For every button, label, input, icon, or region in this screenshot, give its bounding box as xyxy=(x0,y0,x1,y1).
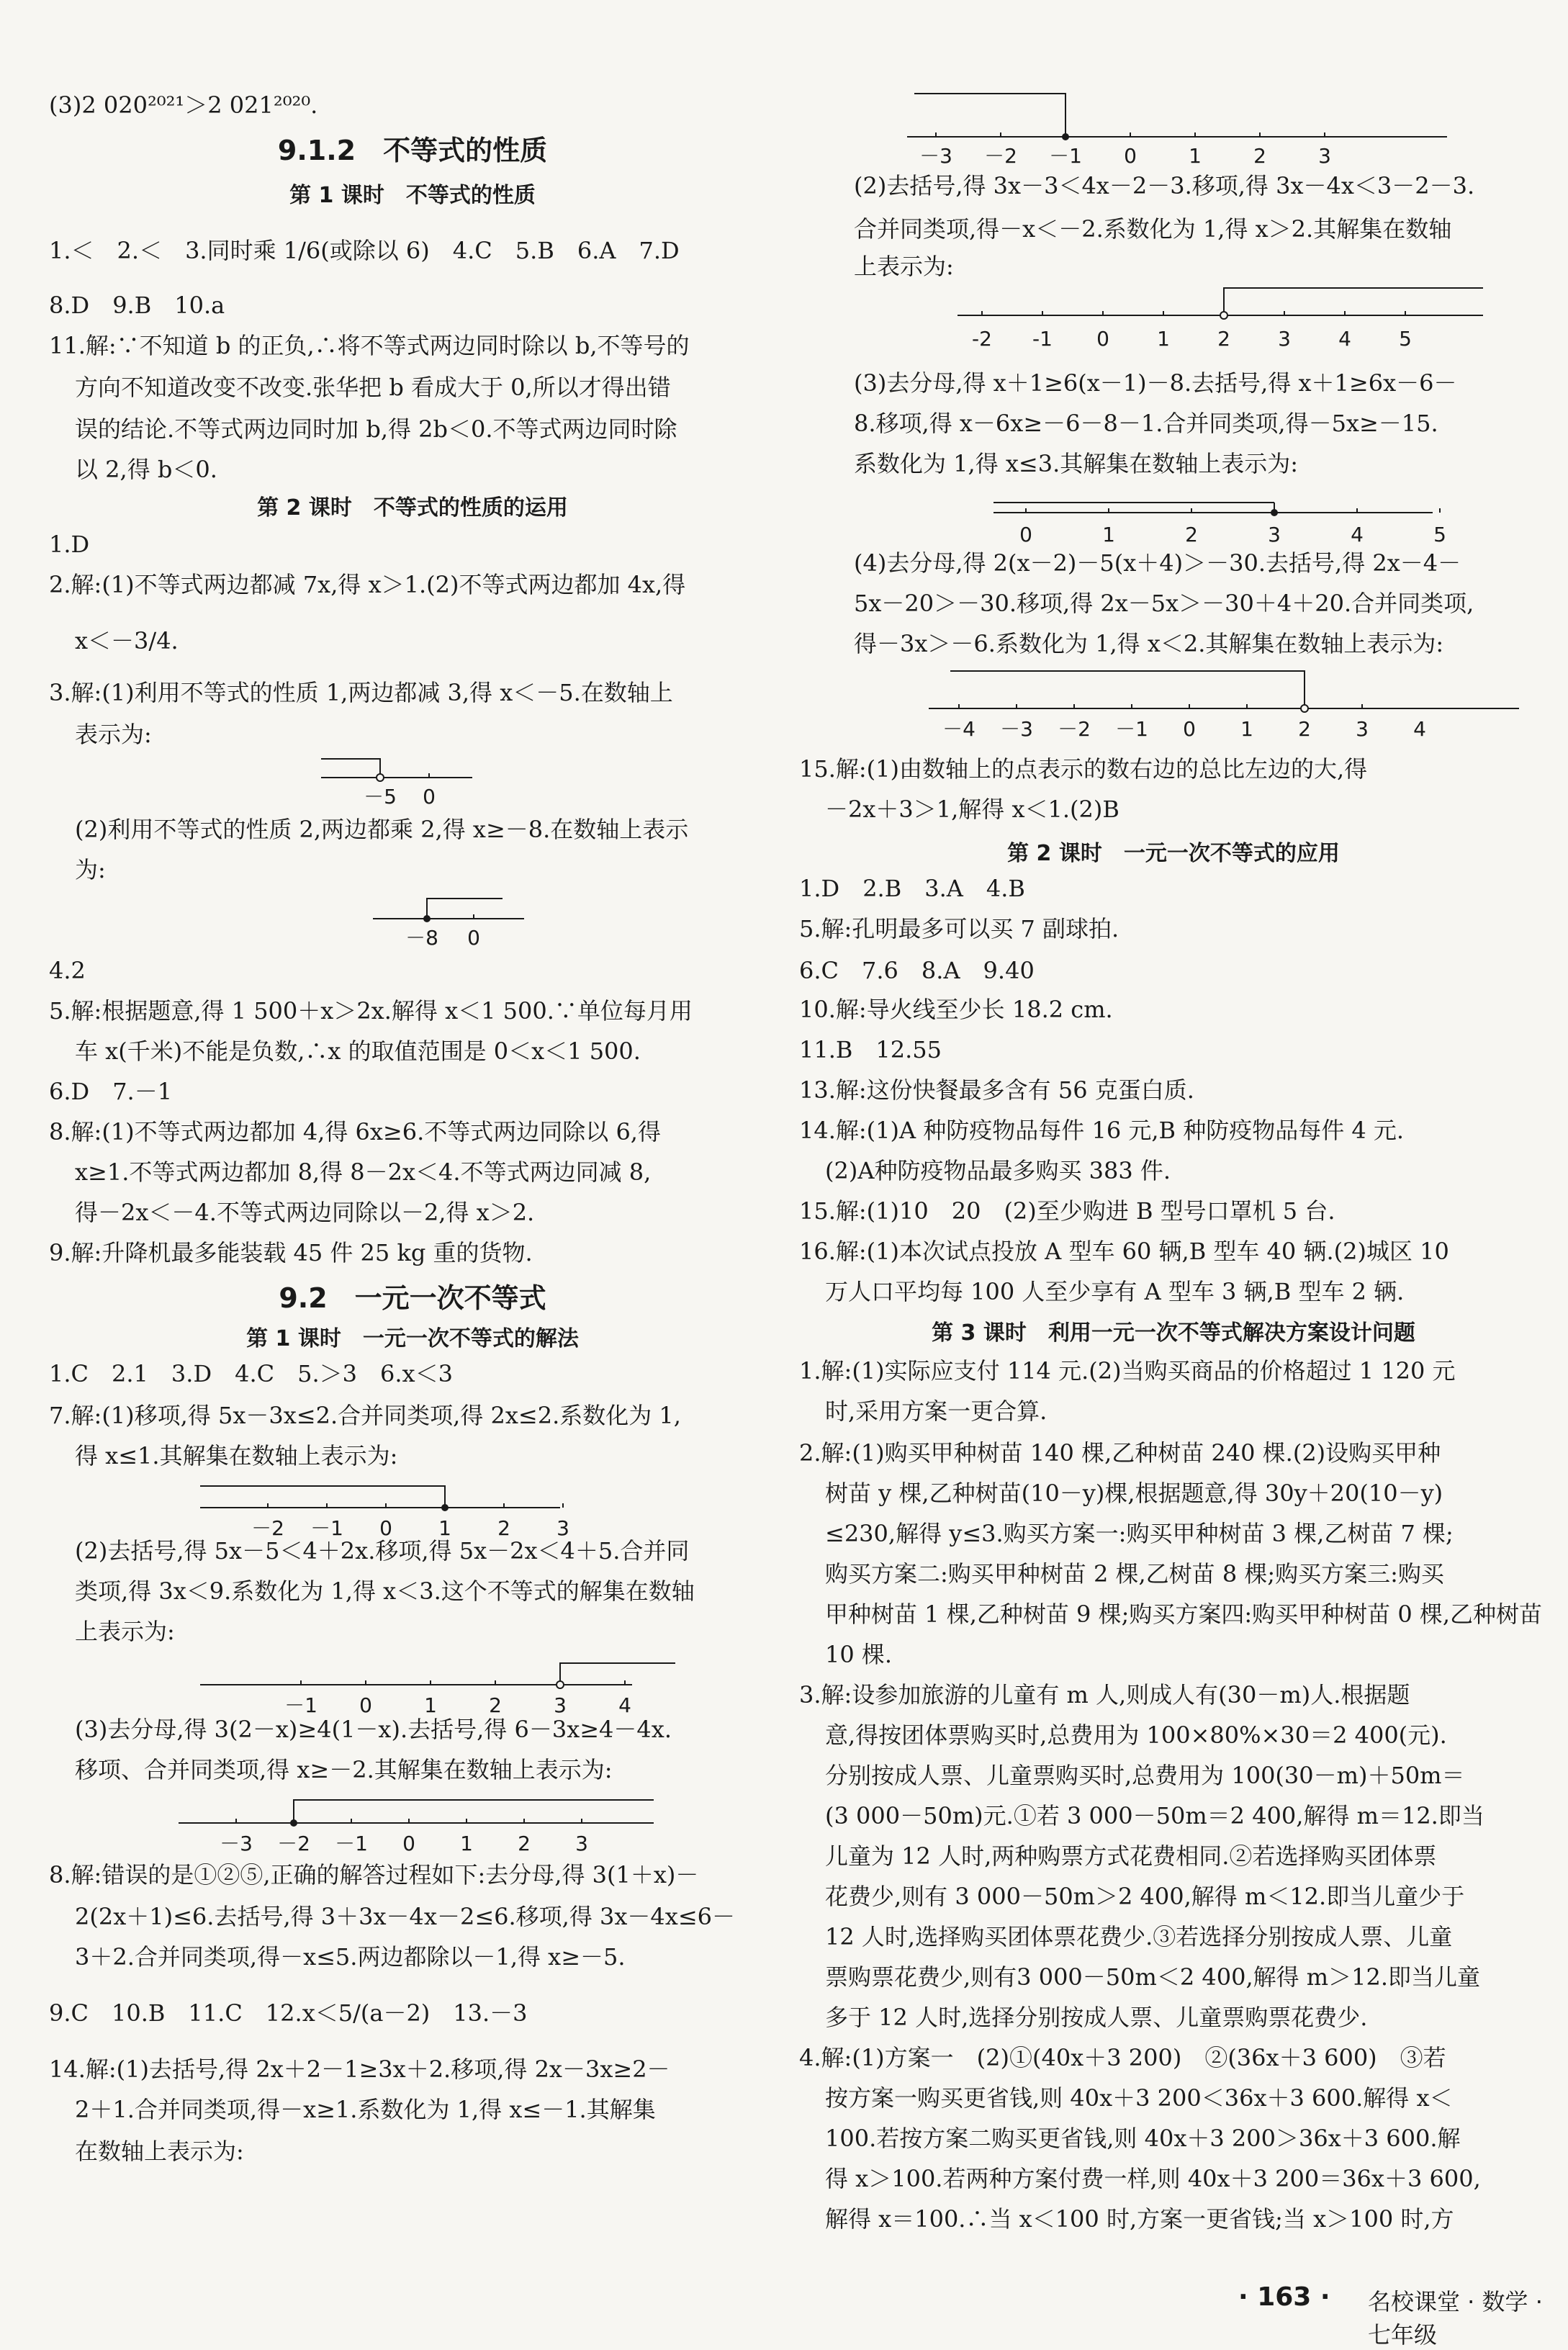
answer-line: (2)去括号,得 5x－5＜4＋2x.移项,得 5x－2x＜4＋5.合并同 xyxy=(75,1537,690,1565)
answer-line: 合并同类项,得－x＜－2.系数化为 1,得 x＞2.其解集在数轴 xyxy=(854,215,1452,243)
answer-line: 多于 12 人时,选择分别按成人票、儿童票购票花费少. xyxy=(825,2004,1368,2031)
tick-label: －2 xyxy=(1058,717,1091,741)
answer-line: 10 棵. xyxy=(825,1641,893,1668)
tick-label: －2 xyxy=(277,1832,310,1855)
tick-label: 4 xyxy=(1413,717,1426,741)
answer-line: 儿童为 12 人时,两种购票方式花费相同.②若选择购买团体票 xyxy=(825,1842,1437,1870)
answer-line: 1.D xyxy=(49,531,90,558)
tick-label: -2 xyxy=(972,327,992,351)
number-line xyxy=(373,893,560,958)
answer-line: 13.解:这份快餐最多含有 56 克蛋白质. xyxy=(799,1076,1194,1104)
answer-line: (3)去分母,得 3(2－x)≥4(1－x).去括号,得 6－3x≥4－4x. xyxy=(75,1716,672,1743)
answer-line: 15.解:(1)10 20 (2)至少购进 B 型号口罩机 5 台. xyxy=(799,1197,1335,1225)
answer-line: 16.解:(1)本次试点投放 A 型车 60 辆,B 型车 40 辆.(2)城区 10 xyxy=(799,1238,1449,1265)
answer-line: 得 x≤1.其解集在数轴上表示为: xyxy=(75,1442,398,1469)
tick-label: 0 xyxy=(1096,327,1109,351)
answer-line: 为: xyxy=(75,856,106,883)
answer-line: 车 x(千米)不能是负数,∴x 的取值范围是 0＜x＜1 500. xyxy=(75,1037,641,1065)
answer-line: 1.C 2.1 3.D 4.C 5.＞3 6.x＜3 xyxy=(49,1360,453,1387)
tick-label: 2 xyxy=(518,1832,531,1855)
answer-line: 14.解:(1)去括号,得 2x＋2－1≥3x＋2.移项,得 2x－3x≥2－ xyxy=(49,2056,670,2083)
answer-line: 2.解:(1)不等式两边都减 7x,得 x＞1.(2)不等式两边都加 4x,得 xyxy=(49,571,686,598)
answer-line: (4)去分母,得 2(x－2)－5(x＋4)＞－30.去括号,得 2x－4－ xyxy=(854,549,1461,577)
answer-line: 系数化为 1,得 x≤3.其解集在数轴上表示为: xyxy=(854,450,1299,477)
tick-label: 0 xyxy=(467,926,480,950)
answer-line: (3)去分母,得 x＋1≥6(x－1)－8.去括号,得 x＋1≥6x－6－ xyxy=(854,369,1457,397)
tick-label: －1 xyxy=(335,1832,368,1855)
tick-label: 3 xyxy=(575,1832,588,1855)
lesson-heading: 第 2 课时 一元一次不等式的应用 xyxy=(1007,841,1340,866)
tick-label: －1 xyxy=(284,1693,317,1717)
answer-line: 2.解:(1)购买甲种树苗 140 棵,乙种树苗 240 棵.(2)设购买甲种 xyxy=(799,1439,1441,1467)
tick-label: 4 xyxy=(1351,523,1364,546)
answer-line: 5.解:孔明最多可以买 7 副球拍. xyxy=(799,915,1119,942)
tick-label: －1 xyxy=(310,1516,343,1540)
answer-line: 5.解:根据题意,得 1 500＋x＞2x.解得 x＜1 500.∵单位每月用 xyxy=(49,997,693,1025)
number-line xyxy=(179,1793,682,1858)
tick-label: 5 xyxy=(1399,327,1412,351)
answer-line: 方向不知道改变不改变.张华把 b 看成大于 0,所以才得出错 xyxy=(75,374,671,401)
tick-label: 4 xyxy=(1338,327,1351,351)
tick-label: 0 xyxy=(423,785,436,809)
tick-label: 1 xyxy=(460,1832,473,1855)
answer-line: 得－2x＜－4.不等式两边同除以－2,得 x＞2. xyxy=(75,1199,535,1226)
tick-label: 3 xyxy=(1278,327,1291,351)
answer-line: 购买方案二:购买甲种树苗 2 棵,乙树苗 8 棵;购买方案三:购买 xyxy=(825,1560,1444,1588)
tick-label: 1 xyxy=(424,1693,437,1717)
tick-label: 1 xyxy=(1189,144,1202,168)
answer-line: 1.解:(1)实际应支付 114 元.(2)当购买商品的价格超过 1 120 元 xyxy=(799,1357,1456,1385)
answer-line: 上表示为: xyxy=(854,253,954,280)
answer-line: (2)利用不等式的性质 2,两边都乘 2,得 x≥－8.在数轴上表示 xyxy=(75,816,689,843)
answer-line: 9.C 10.B 11.C 12.x＜5/(a－2) 13.－3 xyxy=(49,1999,528,2027)
tick-label: 3 xyxy=(1356,717,1369,741)
tick-label: 3 xyxy=(1318,144,1331,168)
answer-line: 1.＜ 2.＜ 3.同时乘 1/6(或除以 6) 4.C 5.B 6.A 7.D xyxy=(49,237,680,264)
answer-line: 票购票花费少,则有3 000－50m＜2 400,解得 m＞12.即当儿童 xyxy=(825,1963,1481,1991)
answer-line: 3＋2.合并同类项,得－x≤5.两边都除以－1,得 x≥－5. xyxy=(75,1943,626,1971)
number-line xyxy=(958,287,1505,359)
answer-line: 8.解:错误的是①②⑤,正确的解答过程如下:去分母,得 3(1＋x)－ xyxy=(49,1861,699,1888)
answer-line: 8.解:(1)不等式两边都加 4,得 6x≥6.不等式两边同除以 6,得 xyxy=(49,1118,661,1145)
answer-line: 在数轴上表示为: xyxy=(75,2138,244,2165)
tick-label: 3 xyxy=(557,1516,569,1540)
answer-line: 花费少,则有 3 000－50m＞2 400,解得 m＜12.即当儿童少于 xyxy=(825,1883,1465,1910)
tick-label: －2 xyxy=(251,1516,284,1540)
answer-line: 14.解:(1)A 种防疫物品每件 16 元,B 种防疫物品每件 4 元. xyxy=(799,1117,1405,1144)
number-line xyxy=(993,490,1446,547)
answer-line: (2)去括号,得 3x－3＜4x－2－3.移项,得 3x－4x＜3－2－3. xyxy=(854,172,1475,199)
answer-line: 意,得按团体票购买时,总费用为 100×80%×30＝2 400(元). xyxy=(825,1721,1447,1749)
tick-label: 2 xyxy=(489,1693,502,1717)
section-heading: 9.1.2 不等式的性质 xyxy=(277,135,548,166)
lesson-heading: 第 3 课时 利用一元一次不等式解决方案设计问题 xyxy=(932,1320,1415,1346)
answer-line: 按方案一购买更省钱,则 40x＋3 200＜36x＋3 600.解得 x＜ xyxy=(825,2084,1453,2112)
answer-line: －2x＋3＞1,解得 x＜1.(2)B xyxy=(825,796,1119,823)
answer-line: 100.若按方案二购买更省钱,则 40x＋3 200＞36x＋3 600.解 xyxy=(825,2125,1461,2152)
tick-label: 0 xyxy=(379,1516,392,1540)
answer-line: 1.D 2.B 3.A 4.B xyxy=(799,875,1025,902)
answer-line: 3.解:(1)利用不等式的性质 1,两边都减 3,得 x＜－5.在数轴上 xyxy=(49,679,673,706)
tick-label: 3 xyxy=(554,1693,567,1717)
answer-line: 6.D 7.－1 xyxy=(49,1078,173,1105)
tick-label: 2 xyxy=(497,1516,510,1540)
answer-line: 表示为: xyxy=(75,721,152,748)
tick-label: 0 xyxy=(402,1832,415,1855)
answer-line: 解得 x＝100.∴当 x＜100 时,方案一更省钱;当 x＞100 时,方 xyxy=(825,2205,1454,2233)
tick-label: －5 xyxy=(364,785,397,809)
answer-line: 上表示为: xyxy=(75,1618,175,1645)
tick-label: 2 xyxy=(1253,144,1266,168)
tick-label: －1 xyxy=(1049,144,1082,168)
book-title: 名校课堂 · 数学 · 七年级 xyxy=(1368,2288,1543,2349)
tick-label: 0 xyxy=(359,1693,372,1717)
answer-line: 8.移项,得 x－6x≥－6－8－1.合并同类项,得－5x≥－15. xyxy=(854,410,1438,437)
answer-line: 得 x＞100.若两种方案付费一样,则 40x＋3 200＝36x＋3 600, xyxy=(825,2165,1481,2192)
answer-line: 2(2x＋1)≤6.去括号,得 3＋3x－4x－2≤6.移项,得 3x－4x≤6－ xyxy=(75,1903,735,1930)
answer-line: 以 2,得 b＜0. xyxy=(75,456,217,483)
answer-line: 6.C 7.6 8.A 9.40 xyxy=(799,957,1035,984)
page-number: · 163 · xyxy=(1238,2282,1330,2312)
answer-line: 4.2 xyxy=(49,957,86,984)
answer-line: 8.D 9.B 10.a xyxy=(49,292,225,319)
tick-label: 1 xyxy=(1157,327,1170,351)
answer-line: 移项、合并同类项,得 x≥－2.其解集在数轴上表示为: xyxy=(75,1756,613,1783)
tick-label: 0 xyxy=(1124,144,1137,168)
tick-label: -1 xyxy=(1032,327,1053,351)
number-line xyxy=(907,92,1454,168)
lesson-heading: 第 1 课时 不等式的性质 xyxy=(289,183,536,208)
tick-label: －2 xyxy=(984,144,1017,168)
number-line xyxy=(929,664,1519,743)
answer-line: 12 人时,选择购买团体票花费少.③若选择分别按成人票、儿童 xyxy=(825,1923,1453,1950)
tick-label: 1 xyxy=(1102,523,1115,546)
section-heading: 9.2 一元一次不等式 xyxy=(279,1282,546,1314)
lesson-heading: 第 2 课时 不等式的性质的运用 xyxy=(257,495,568,521)
answer-line: (3 000－50m)元.①若 3 000－50m＝2 400,解得 m＝12.即当 xyxy=(825,1802,1484,1829)
tick-label: 2 xyxy=(1298,717,1311,741)
answer-line: 15.解:(1)由数轴上的点表示的数右边的总比左边的大,得 xyxy=(799,755,1368,783)
tick-label: －3 xyxy=(220,1832,253,1855)
answer-line: 甲种树苗 1 棵,乙种树苗 9 棵;购买方案四:购买甲种树苗 0 棵,乙种树苗 xyxy=(825,1601,1543,1628)
answer-line: 误的结论.不等式两边同时加 b,得 2b＜0.不等式两边同时除 xyxy=(75,415,677,443)
answer-line: ≤230,解得 y≤3.购买方案一:购买甲种树苗 3 棵,乙树苗 7 棵; xyxy=(825,1520,1454,1547)
lesson-heading: 第 1 课时 一元一次不等式的解法 xyxy=(246,1326,579,1351)
tick-label: 4 xyxy=(618,1693,631,1717)
tick-label: －3 xyxy=(919,144,952,168)
answer-line: 3.解:设参加旅游的儿童有 m 人,则成人有(30－m)人.根据题 xyxy=(799,1681,1410,1709)
tick-label: －4 xyxy=(942,717,976,741)
tick-label: 0 xyxy=(1183,717,1196,741)
answer-line: 11.解:∵不知道 b 的正负,∴将不等式两边同时除以 b,不等号的 xyxy=(49,332,690,359)
answer-line: 类项,得 3x＜9.系数化为 1,得 x＜3.这个不等式的解集在数轴 xyxy=(75,1577,695,1605)
tick-label: 3 xyxy=(1268,523,1281,546)
answer-line: x＜－3/4. xyxy=(75,627,179,654)
answer-line: 10.解:导火线至少长 18.2 cm. xyxy=(799,996,1113,1023)
answer-line: 11.B 12.55 xyxy=(799,1036,942,1063)
tick-label: 1 xyxy=(1240,717,1253,741)
tick-label: －1 xyxy=(1115,717,1148,741)
answer-line: 树苗 y 棵,乙种树苗(10－y)棵,根据题意,得 30y＋20(10－y) xyxy=(825,1480,1443,1507)
answer-line: 分别按成人票、儿童票购买时,总费用为 100(30－m)＋50m＝ xyxy=(825,1762,1465,1789)
answer-line: (2)A种防疫物品最多购买 383 件. xyxy=(825,1157,1171,1184)
answer-line: (3)2 020²⁰²¹＞2 021²⁰²⁰. xyxy=(49,91,318,119)
tick-label: 2 xyxy=(1185,523,1198,546)
tick-label: －8 xyxy=(405,926,438,950)
answer-line: 万人口平均每 100 人至少享有 A 型车 3 辆,B 型车 2 辆. xyxy=(825,1278,1405,1305)
tick-label: 5 xyxy=(1433,523,1446,546)
answer-line: 9.解:升降机最多能装载 45 件 25 kg 重的货物. xyxy=(49,1239,533,1266)
answer-line: 时,采用方案一更合算. xyxy=(825,1397,1047,1425)
tick-label: －3 xyxy=(1000,717,1033,741)
answer-line: 得－3x＞－6.系数化为 1,得 x＜2.其解集在数轴上表示为: xyxy=(854,630,1444,657)
tick-label: 0 xyxy=(1019,523,1032,546)
answer-line: 5x－20＞－30.移项,得 2x－5x＞－30＋4＋20.合并同类项, xyxy=(854,590,1474,617)
answer-line: 2＋1.合并同类项,得－x≥1.系数化为 1,得 x≤－1.其解集 xyxy=(75,2096,656,2123)
tick-label: 2 xyxy=(1217,327,1230,351)
answer-line: 4.解:(1)方案一 (2)①(40x＋3 200) ②(36x＋3 600) ③若 xyxy=(799,2044,1446,2071)
answer-line: 7.解:(1)移项,得 5x－3x≤2.合并同类项,得 2x≤2.系数化为 1, xyxy=(49,1402,681,1429)
tick-label: 1 xyxy=(438,1516,451,1540)
answer-line: x≥1.不等式两边都加 8,得 8－2x＜4.不等式两边同减 8, xyxy=(75,1158,652,1186)
